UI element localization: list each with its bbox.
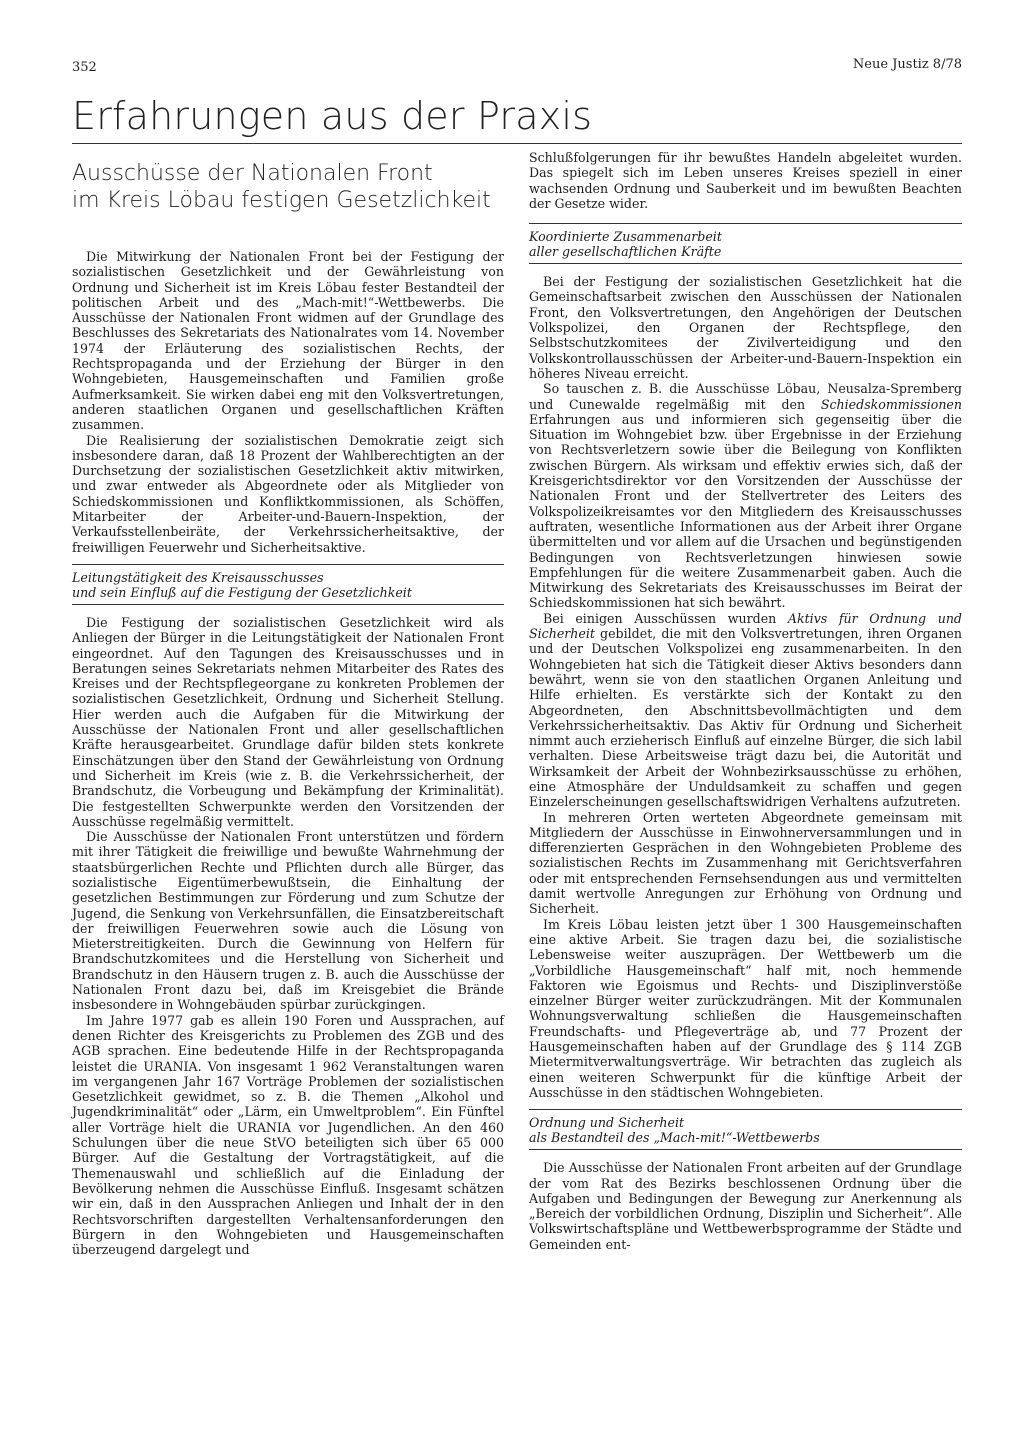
subheading-koordinierte-zusammenarbeit [529, 223, 962, 264]
article-title-line: Ausschüsse der Nationalen Front [72, 161, 433, 186]
left-column [72, 150, 504, 1257]
article-title [72, 160, 504, 214]
subheading-line: Leitungstätigkeit des Kreisausschusses [72, 569, 324, 585]
subheading-line: Koordinierte Zusammenarbeit [529, 229, 722, 245]
subheading-leitungstaetigkeit [72, 564, 504, 605]
subheading-line: als Bestandteil des „Mach-mit!“-Wettbewerbs [529, 1130, 820, 1146]
subheading-ordnung-und-sicherheit [529, 1109, 962, 1150]
paragraph: Die Realisierung der sozialistischen Demokratie zeigt sich insbesondere daran, daß 18 Prozent der Wahlberechtigten an der Durchsetzung der sozialistischen Gesetzlichkeit aktiv mitwirken, und zwar entweder als Abgeordnete oder als Mitglieder von Schiedskommissionen und Konfliktkommissionen, als Schöffen, Mitarbeiter der Arbeiter-und-Bauern-Inspektion, der Verkaufsstellenbeiräte, der Verkehrssicherheitsaktive, der freiwilligen Feuerwehr und Sicherheitsaktive. [72, 432, 504, 555]
paragraph: Die Festigung der sozialistischen Gesetzlichkeit wird als Anliegen der Bürger in die Leitungstätigkeit der Nationalen Front eingeordnet. Auf den Tagungen des Kreisausschusses und in Beratungen seines Sekretariats nehmen Mitarbeiter des Rates des Kreises und der Rechtspflegeorgane zu konkreten Problemen der sozialistischen Gesetzlichkeit, Ordnung und Sicherheit Stellung. Hier werden auch die Aufgaben für die Mitwirkung der Ausschüsse der Nationalen Front und aller gesellschaftlichen Kräfte herausgearbeitet. Grundlage dafür bilden stets konkrete Einschätzungen über den Stand der Gewährleistung von Ordnung und Sicherheit im Kreis (wie z. B. die Verkehrssicherheit, der Brandschutz, die Vorbeugung und Bekämpfung der Kriminalität). Die festgestellten Schwerpunkte werden den Vorsitzenden der Ausschüsse regelmäßig vermittelt. [72, 614, 504, 829]
paragraph: Die Ausschüsse der Nationalen Front unterstützen und fördern mit ihrer Tätigkeit die freiwillige und bewußte Wahrnehmung der staatsbürgerlichen Rechte und Pflichten durch alle Bürger, das sozialistische Eigentümerbewußtsein, die Einhaltung der gesetzlichen Bestimmungen zur Förderung und zum Schutze der Jugend, die Senkung von Verkehrsunfällen, die Einsatzbereitschaft der freiwilligen Feuerwehren sowie auch die Lösung von Mieterstreitigkeiten. Durch die Gewinnung von Helfern für Brandschutzkomitees und die Herstellung von Sicherheit und Brandschutz in den Häusern trugen z. B. auch die Ausschüsse der Nationalen Front dazu bei, daß im Kreisgebiet die Brände insbesondere in Wohngebäuden spürbar zurückgingen. [72, 829, 504, 1013]
emphasis: Aktivs für Ordnung und Sicherheit [529, 610, 962, 642]
subheading-line: und sein Einfluß auf die Festigung der Gesetzlichkeit [72, 584, 412, 600]
paragraph: Bei einigen Ausschüssen wurden Aktivs für Ordnung und Sicherheit gebildet, die mit den Volksvertretungen, ihren Organen und der Deutschen Volkspolizei eng zusammenarbeiten. In den Wohngebieten hat sich die Tätigkeit dieser Aktivs besonders dann bewährt, wenn sie von den staatlichen Organen Anleitung und Hilfe erhielten. Es verstärkte sich der Kontakt zu den Abgeordneten, den Abschnittsbevollmächtigten und dem Verkehrssicherheitsaktiv. Das Aktiv für Ordnung und Sicherheit nimmt auch erzieherisch Einfluß auf einzelne Bürger, die sich labil verhalten. Diese Arbeitsweise trägt dazu bei, die Autorität und Wirksamkeit der Arbeit der Wohnbezirksausschüsse zu erhöhen, eine Atmosphäre der Unduldsamkeit zu schaffen und gegen Einzelerscheinungen gesellschaftswidrigen Verhaltens aufzutreten. [529, 610, 962, 810]
paragraph: Bei der Festigung der sozialistischen Gesetzlichkeit hat die Gemeinschaftsarbeit zwischen den Ausschüssen der Nationalen Front, den Volksvertretungen, den Angehörigen der Deutschen Volkspolizei, den Organen der Rechtspflege, den Selbstschutzkomitees der Zivilverteidigung und den Volkskontrollausschüssen der Arbeiter-und-Bauern-Inspektion ein höheres Niveau erreicht. [529, 274, 962, 381]
journal-issue: Neue Justiz 8/78 [852, 57, 962, 72]
paragraph: In mehreren Orten werteten Abgeordnete gemeinsam mit Mitgliedern der Ausschüsse in Einwohnerversammlungen und in differenzierten Gesprächen in den Wohngebieten Probleme des sozialistischen Rechts im Zusammenhang mit Gerichtsverfahren oder mit entsprechenden Fernsehsendungen aus und vermittelten damit wertvolle Anregungen zur Erhöhung von Ordnung und Sicherheit. [529, 809, 962, 917]
emphasis: Schiedskommissionen [820, 396, 962, 412]
subheading-line: aller gesellschaftlichen Kräfte [529, 244, 722, 260]
paragraph: Im Jahre 1977 gab es allein 190 Foren und Aussprachen, auf denen Richter des Kreisgerichts zu Problemen des ZGB und des AGB sprachen. Eine bedeutende Hilfe in der Rechtspropaganda leistet die URANIA. Von insgesamt 1 962 Veranstaltungen waren im vergangenen Jahr 167 Vorträge Problemen der sozialistischen Gesetzlichkeit gewidmet, so z. B. die Themen „Alkohol und Jugendkriminalität“ oder „Lärm, ein Umweltproblem“. Ein Fünftel aller Vorträge hielt die URANIA vor Jugendlichen. An den 460 Schulungen über die neue StVO beteiligten sich über 65 000 Bürger. Auf die Gestaltung der Vortragstätigkeit, auf die Themenauswahl und schließlich auf die Einladung der Bevölkerung nehmen die Ausschüsse Einfluß. Insgesamt schätzen wir ein, daß in den Aussprachen Anliegen und Inhalt der in den Rechtsvorschriften dargestellten Verhaltensanforderungen den Bürgern in den Wohngebieten und Hausgemeinschaften überzeugend dargelegt und [72, 1012, 504, 1258]
page-number: 352 [72, 60, 97, 75]
paragraph: Schlußfolgerungen für ihr bewußtes Handeln abgeleitet wurden. Das spiegelt sich im Leben unseres Kreises speziell in einer wachsenden Ordnung und Sauberkeit und im bewußten Beachten der Gesetze wider. [529, 150, 962, 211]
paragraph: Die Mitwirkung der Nationalen Front bei der Festigung der sozialistischen Gesetzlichkeit und der Gewährleistung von Ordnung und Sicherheit ist im Kreis Löbau fester Bestandteil der politischen Arbeit und des „Mach-mit!“-Wettbewerbs. Die Ausschüsse der Nationalen Front widmen auf der Grundlage des Beschlusses des Sekretariats des Nationalrates vom 14. November 1974 der Erläuterung des sozialistischen Rechts, der Rechtspropaganda und der Erziehung der Bürger in den Wohngebieten, Hausgemeinschaften und Familien große Aufmerksamkeit. Sie wirken dabei eng mit den Volksvertretungen, anderen staatlichen Organen und gesellschaftlichen Kräften zusammen. [72, 249, 504, 433]
article-title-line: im Kreis Löbau festigen Gesetzlichkeit [72, 188, 491, 213]
right-column [529, 150, 962, 1252]
paragraph: Im Kreis Löbau leisten jetzt über 1 300 Hausgemeinschaften eine aktive Arbeit. Sie tragen dazu bei, die sozialistische Lebensweise weiter auszuprägen. Der Wettbewerb um die „Vorbildliche Hausgemeinschaft“ half mit, noch hemmende Faktoren wie Egoismus und Rechts- und Disziplinverstöße einzelner Bürger weiter zurückzudrängen. Mit der Kommunalen Wohnungsverwaltung schließen die Hausgemeinschaften Freundschafts- und Pflegeverträge ab, und 77 Prozent der Hausgemeinschaften haben auf der Grundlage des § 114 ZGB Mietermitverwaltungsverträge. Wir betrachten das zugleich als einen weiteren Schwerpunkt für die künftige Arbeit der Ausschüsse in den städtischen Wohngebieten. [529, 916, 962, 1100]
paragraph: So tauschen z. B. die Ausschüsse Löbau, Neusalza-Spremberg und Cunewalde regelmäßig mit den Schiedskommissionen Erfahrungen aus und informieren sich gegenseitig über die Situation im Wohngebiet bzw. über Ergebnisse in der Erziehung von Rechtsverletzern sowie über die Beilegung von Konflikten zwischen Bürgern. Als wirksam und effektiv erwies sich, daß der Kreisgerichtsdirektor vor den Vorsitzenden der Ausschüsse der Nationalen Front und der Stellvertreter des Leiters des Volkspolizeikreisamtes vor den Mitgliedern des Kreisausschusses auftraten, wesentliche Informationen aus der Arbeit ihrer Organe übermittelten und vor allem auf die Ursachen und begünstigenden Bedingungen von Rechtsverletzungen hinwiesen sowie Empfehlungen für die weitere Zusammenarbeit gaben. Auch die Mitwirkung des Sekretariats des Kreisausschusses im Beirat der Schiedskommissionen hat sich bewährt. [529, 381, 962, 611]
paragraph: Die Ausschüsse der Nationalen Front arbeiten auf der Grundlage der vom Rat des Bezirks beschlossenen Ordnung über die Aufgaben und Bedingungen der Bewegung zur Anerkennung als „Bereich der vorbildlichen Ordnung, Disziplin und Sicherheit“. Alle Volkswirtschaftspläne und Wettbewerbsprogramme der Städte und Gemeinden ent- [529, 1160, 962, 1252]
subheading-line: Ordnung und Sicherheit [529, 1115, 685, 1131]
section-divider [72, 143, 962, 144]
section-title: Erfahrungen aus der Praxis [72, 94, 593, 138]
